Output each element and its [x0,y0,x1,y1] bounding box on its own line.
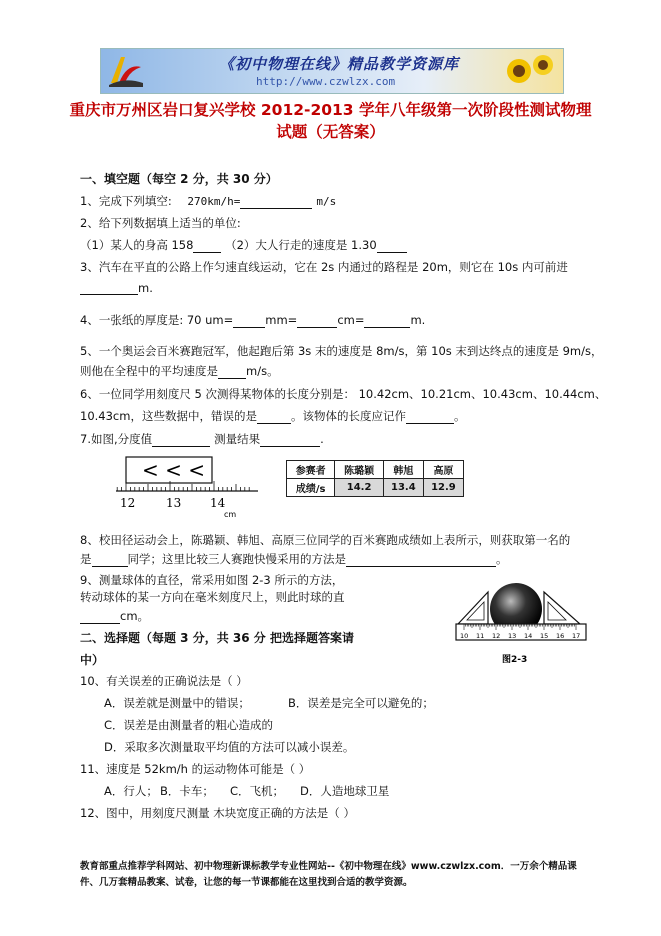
q8-blank2 [346,554,496,567]
table-header-row [287,461,464,479]
q7-text: 7.如图,分度值 [80,432,153,446]
q2-blank1 [193,240,221,253]
question-4 [80,312,425,328]
q4-unit-cm: cm= [337,313,365,327]
q6-line2b: 。该物体的长度应记作 [290,409,406,423]
q8-line2c: 。 [496,552,508,566]
q9-line1: 9、测量球体的直径，常采用如图 2-3 所示的方法， [80,573,344,587]
q10-text: 10、有关误差的正确说法是（ ） [80,674,248,688]
mm-ruler-label: 14 [524,632,533,640]
site-banner [100,48,564,94]
figure-caption: 图2-3 [502,655,528,665]
footer-line1: 教育部重点推荐学科网站、初中物理新课标教学专业性网站--《初中物理在线》www.czwlzx.com．一万余个精品课 [80,861,577,872]
question-9-tail [80,608,149,624]
mm-ruler-label: 10 [460,632,469,640]
q6-line1: 6、一位同学用刻度尺 5 次测得某物体的长度分别是： 10.42cm、10.21cm、10.43cm、10.44cm、 [80,387,607,401]
q10-option-d: D．采取多次测量取平均值的方法可以减小误差。 [104,740,355,754]
q2-part2: （2）大人行走的速度是 1.30 [225,238,377,252]
q8-blank1 [92,554,128,567]
banner-slogan: 《初中物理在线》精品教学资源库 [219,55,460,73]
q6-line2c: 。 [453,409,466,423]
sunflower-icon [503,51,555,91]
table-row [287,479,464,497]
mm-ruler-label: 17 [572,632,581,640]
ruler-unit: cm [224,510,237,519]
q2-part1: （1）某人的身高 158 [80,238,194,252]
table-row-label: 成绩/s [287,479,335,497]
site-logo-icon [107,53,145,89]
q2-text: 2、给下列数据填上适当的单位: [80,216,241,230]
q5-line2: 则他在全程中的平均速度是 [80,364,218,378]
section2-heading-line1: 二、选择题（每题 3 分，共 36 分 把选择题答案请 [80,631,354,645]
table-header-cell: 参赛者 [287,461,335,479]
q11-option-b: B．卡车； [160,784,214,798]
question-6-line2 [80,408,465,424]
table-cell: 12.9 [423,479,463,497]
q11-option-d: D．人造地球卫星 [300,784,390,798]
table-header-cell: 陈璐颖 [335,461,383,479]
banner-url: http://www.czwlzx.com [256,75,396,88]
left-triangle [458,592,488,624]
question-5-line2 [80,363,279,379]
question-2-parts [80,237,407,253]
figure-2-3 [454,578,590,668]
q1-expr: 270km/h= [187,195,241,208]
q10-option-a: A．误差就是测量中的错误； [104,696,250,710]
ruler-label-14: 14 [210,496,226,510]
right-triangle [544,592,580,624]
section1-heading: 一、填空题（每空 2 分，共 30 分） [80,172,278,186]
q4-unit-m: m. [410,313,426,327]
q3-tail: m. [138,281,153,295]
table-cell: 13.4 [383,479,423,497]
q9-line2: 转动球体的某一方向在毫米刻度尺上，则此时球的直 [80,590,345,604]
table-header-cell: 韩旭 [383,461,423,479]
q3-line1: 3、汽车在平直的公路上作匀速直线运动，它在 2s 内通过的路程是 20m，则它在 10s 内可前进 [80,260,568,274]
mm-ruler-label: 12 [492,632,501,640]
q1-blank [240,196,312,209]
q1-text: 1、完成下列填空: [80,194,172,208]
q11-option-a: A．行人； [104,784,158,798]
q7-mid: 测量结果 [214,432,261,446]
question-8-line2 [80,551,508,567]
q5-blank [218,366,246,379]
section2-heading-line2: 中） [80,653,105,667]
ruler-figure [112,453,262,521]
q4-unit-mm: mm= [265,313,298,327]
mm-ruler-label: 13 [508,632,517,640]
q7-blank1 [152,434,210,447]
q6-blank2 [406,411,454,424]
question-7 [80,431,324,447]
object-arrows: < < < [142,458,205,482]
mm-ruler-label: 15 [540,632,549,640]
q7-end: . [320,432,324,446]
q10-option-c: C．误差是由测量者的粗心造成的 [104,718,274,732]
q12-text: 12、图中，用刻度尺测量 木块宽度正确的方法是（ ） [80,806,355,820]
q6-blank1 [257,411,291,424]
mm-ruler-label: 16 [556,632,565,640]
question-3-tail [80,281,153,295]
q9-blank [80,611,120,624]
ruler-label-12: 12 [120,496,136,510]
mm-ruler-label: 11 [476,632,485,640]
q4-text: 4、一张纸的厚度是: 70 um= [80,313,234,327]
q2-blank2 [377,240,407,253]
q8-line1: 8、校田径运动会上，陈璐颖、韩旭、高原三位同学的百米赛跑成绩如上表所示，则获取第一名的 [80,533,571,547]
footer-line2: 件、几万套精品教案、试卷，让您的每一节课都能在这里找到合适的教学资源。 [80,877,413,888]
q8-line2b: 同学；这里比较三人赛跑快慢采用的方法是 [127,552,346,566]
q9-tail: cm。 [120,609,150,623]
q5-unit: m/s。 [246,364,279,378]
q1-unit: m/s [316,195,337,208]
q4-blank2 [297,315,337,328]
table-header-cell: 高原 [423,461,463,479]
page-title-line1: 重庆市万州区岩口复兴学校 2012-2013 学年八年级第一次阶段性测试物理 [69,101,592,119]
q7-blank2 [260,434,320,447]
q5-line1: 5、一个奥运会百米赛跑冠军，他起跑后第 3s 末的速度是 8m/s，第 10s 末到达终点的速度是 9m/s， [80,344,603,358]
q8-line2a: 是 [80,552,92,566]
race-results-table [286,460,464,497]
q3-blank [80,282,138,295]
ruler-label-13: 13 [166,496,182,510]
q11-option-c: C．飞机； [230,784,285,798]
q6-line2a: 10.43cm，这些数据中，错误的是 [80,409,257,423]
question-1 [80,193,336,209]
q10-option-b: B．误差是完全可以避免的； [288,696,434,710]
q4-blank1 [233,315,265,328]
page-title-line2: 试题（无答案） [276,123,385,141]
q4-blank3 [364,315,410,328]
table-cell: 14.2 [335,479,383,497]
q11-text: 11、速度是 52km/h 的运动物体可能是（ ） [80,762,311,776]
